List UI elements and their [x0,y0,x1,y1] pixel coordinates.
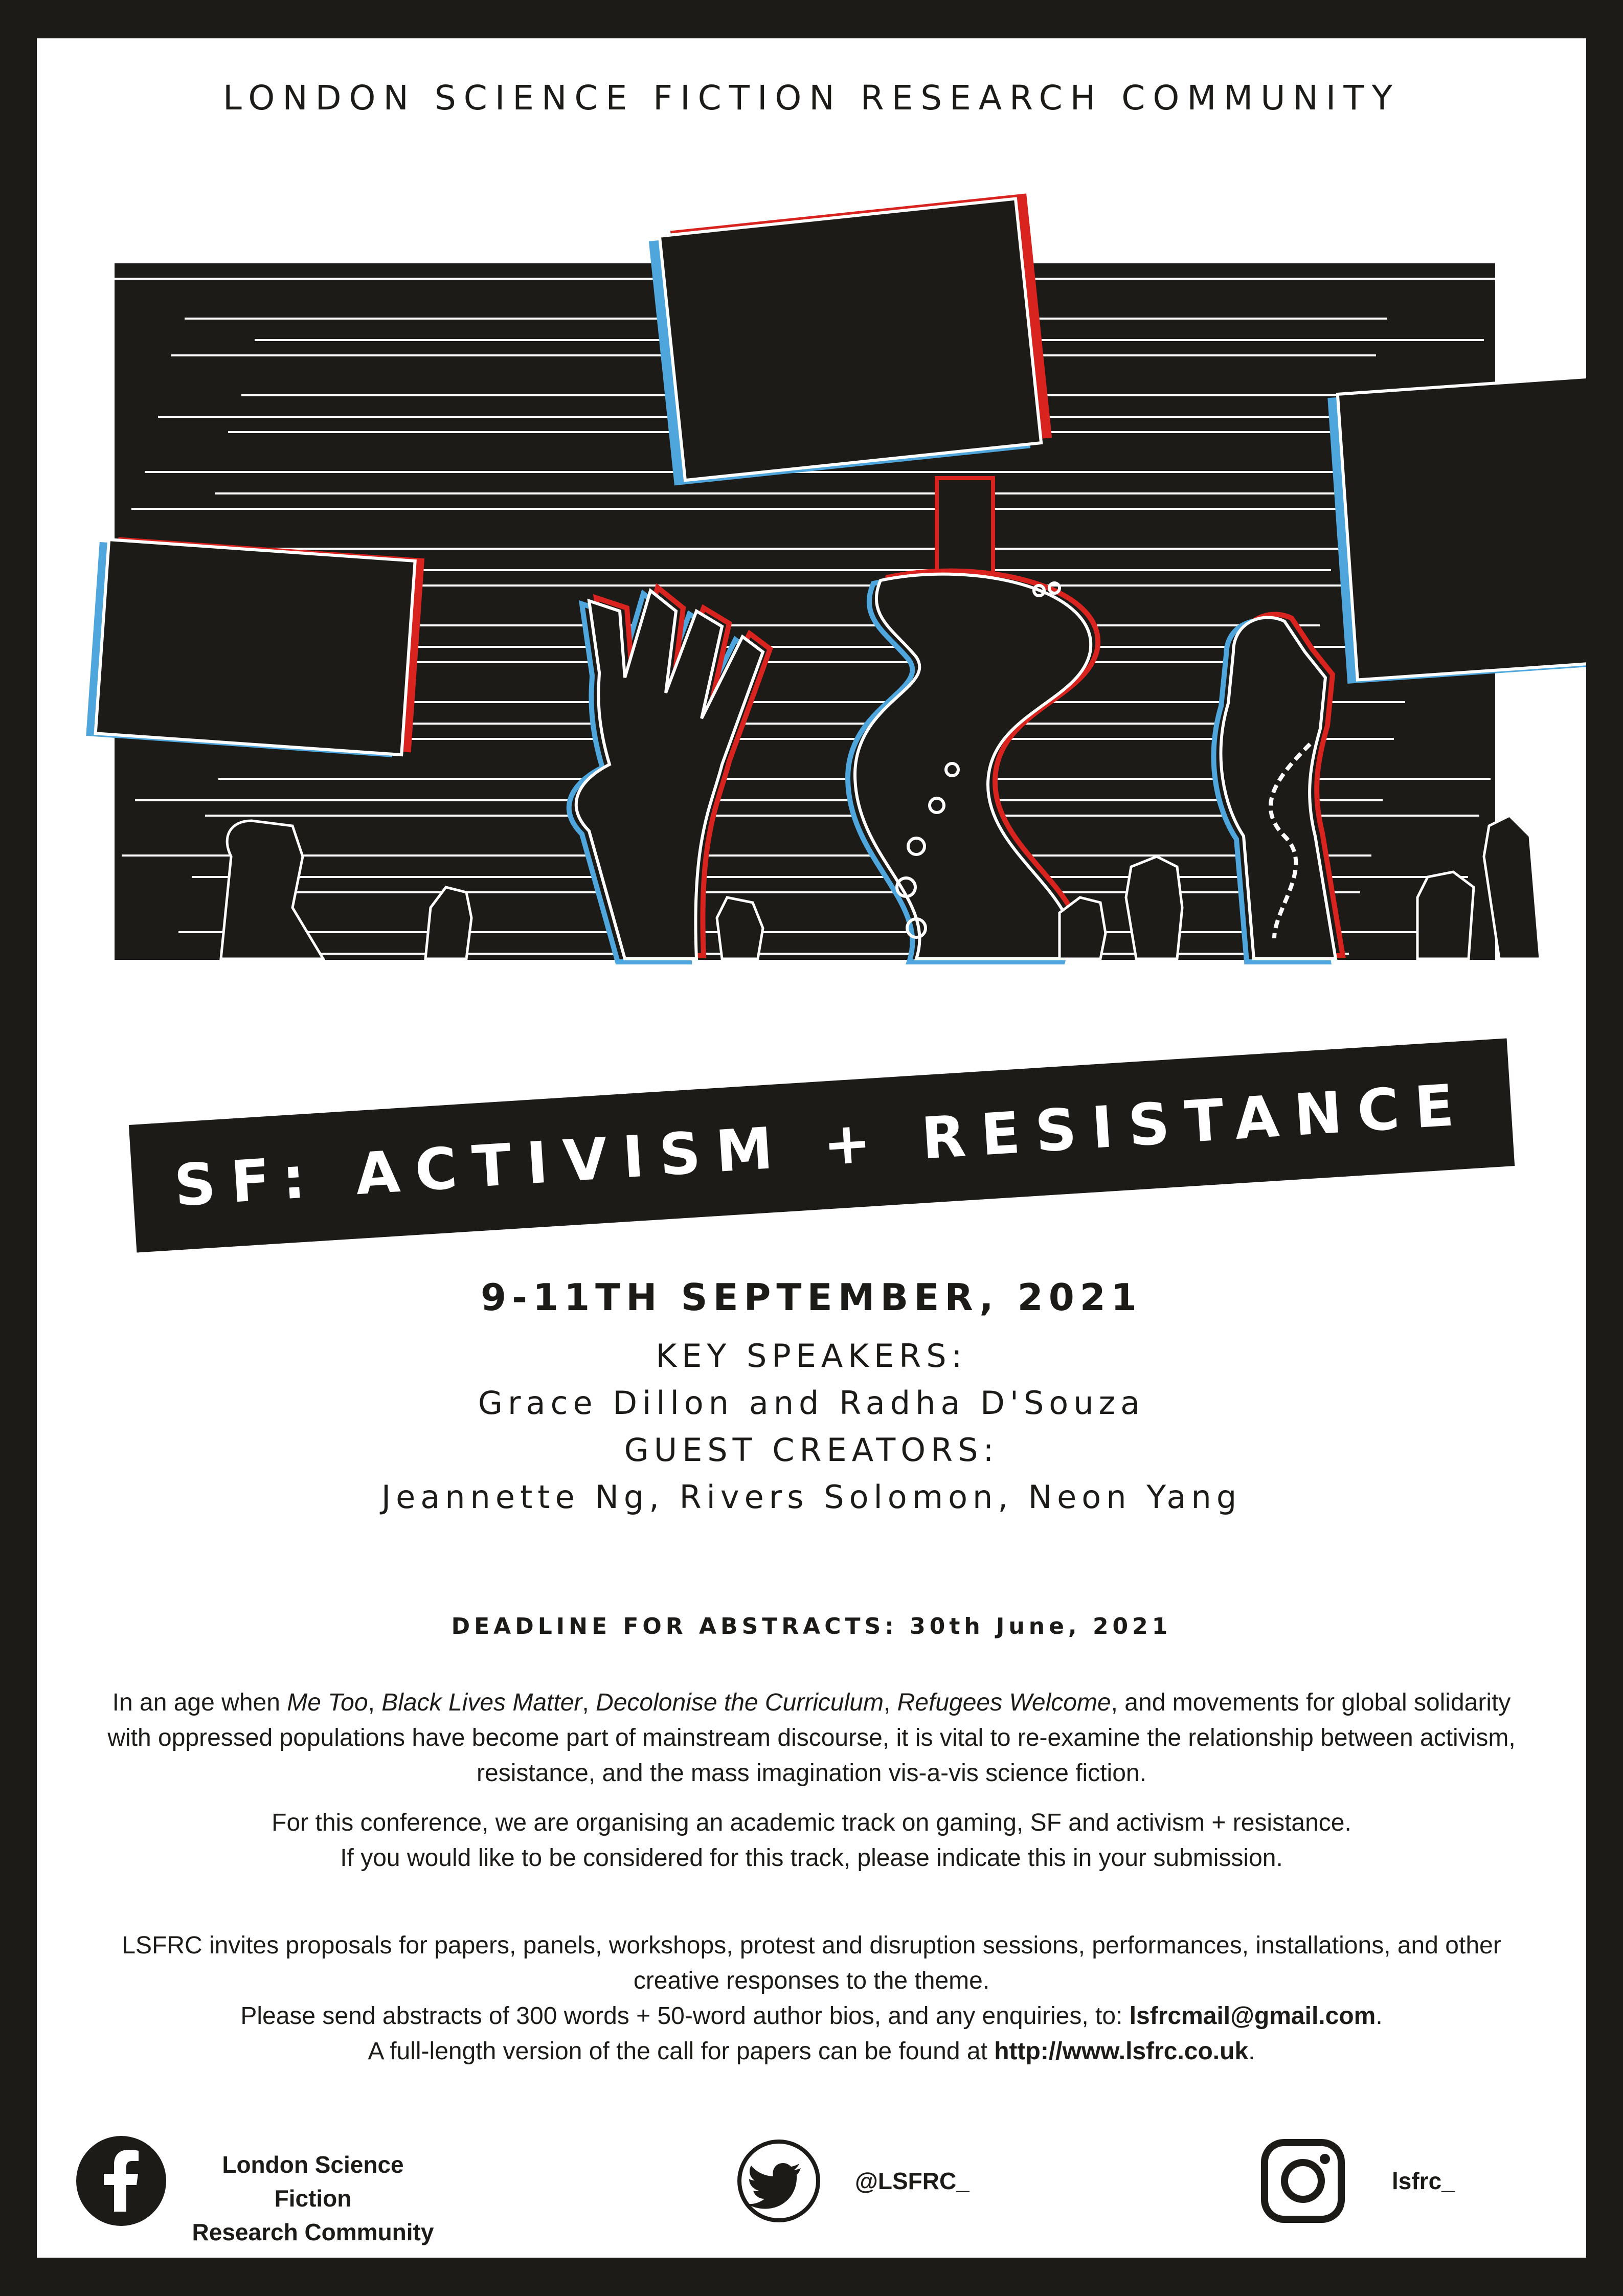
facebook-label: London Science Fiction Research Community [192,2151,434,2245]
gaming-track-paragraph [103,1805,1520,1876]
website-line: A full-length version of the call for papers can be found at http://www.lsfrc.co.uk. [368,2038,1255,2065]
gaming-track-line-2: If you would like to be considered for this track, please indicate this in your submission. [340,1844,1283,1872]
placard-left [86,536,424,758]
website-link[interactable]: http://www.lsfrc.co.uk [994,2038,1249,2065]
deadline-line: DEADLINE FOR ABSTRACTS: 30th June, 2021 [451,1613,1172,1639]
instagram-handle[interactable]: lsfrc_ [1392,2168,1455,2194]
poster-page [37,38,1586,2258]
placard-top [648,193,1053,485]
org-title: LONDON SCIENCE FICTION RESEARCH COMMUNITY [223,78,1400,118]
guest-creators: Jeannette Ng, Rivers Solomon, Neon Yang [381,1478,1242,1516]
contact-email-link[interactable]: lsfrcmail@gmail.com [1129,2002,1376,2030]
proposals-paragraph [103,1928,1520,2069]
protest-illustration [37,38,1586,1010]
submission-line: Please send abstracts of 300 words + 50-word author bios, and any enquiries, to: lsfrcmail@gmail.com. [240,2002,1383,2030]
gaming-track-line-1: For this conference, we are organising an academic track on gaming, SF and activism + resistance. [272,1809,1351,1836]
instagram-icon[interactable] [1260,2139,1345,2223]
key-speakers: Grace Dillon and Radha D'Souza [478,1384,1145,1422]
facebook-icon[interactable] [75,2135,167,2227]
twitter-handle[interactable]: @LSFRC_ [855,2168,970,2194]
intro-paragraph: In an age when Me Too, Black Lives Matter, Decolonise the Curriculum, Refugees Welcome, and movements for global solidarity with oppressed populations have become part of mainstream discourse, it is vital to re-examine the relationship between activism, resistance, and the mass imagination vis-a-vis science fiction. [107,1689,1516,1787]
title-banner [129,1038,1515,1252]
key-speakers-label: KEY SPEAKERS: [656,1337,967,1375]
placard-right [1327,376,1586,684]
proposals-text: LSFRC invites proposals for papers, panels, workshops, protest and disruption sessions, performances, installations, and other creative responses to the theme. [122,1932,1501,1994]
banner-title: SF: ACTIVISM + RESISTANCE [172,1071,1471,1220]
event-dates: 9-11TH SEPTEMBER, 2021 [480,1276,1142,1319]
guest-creators-label: GUEST CREATORS: [624,1431,999,1469]
twitter-icon[interactable] [736,2139,821,2223]
